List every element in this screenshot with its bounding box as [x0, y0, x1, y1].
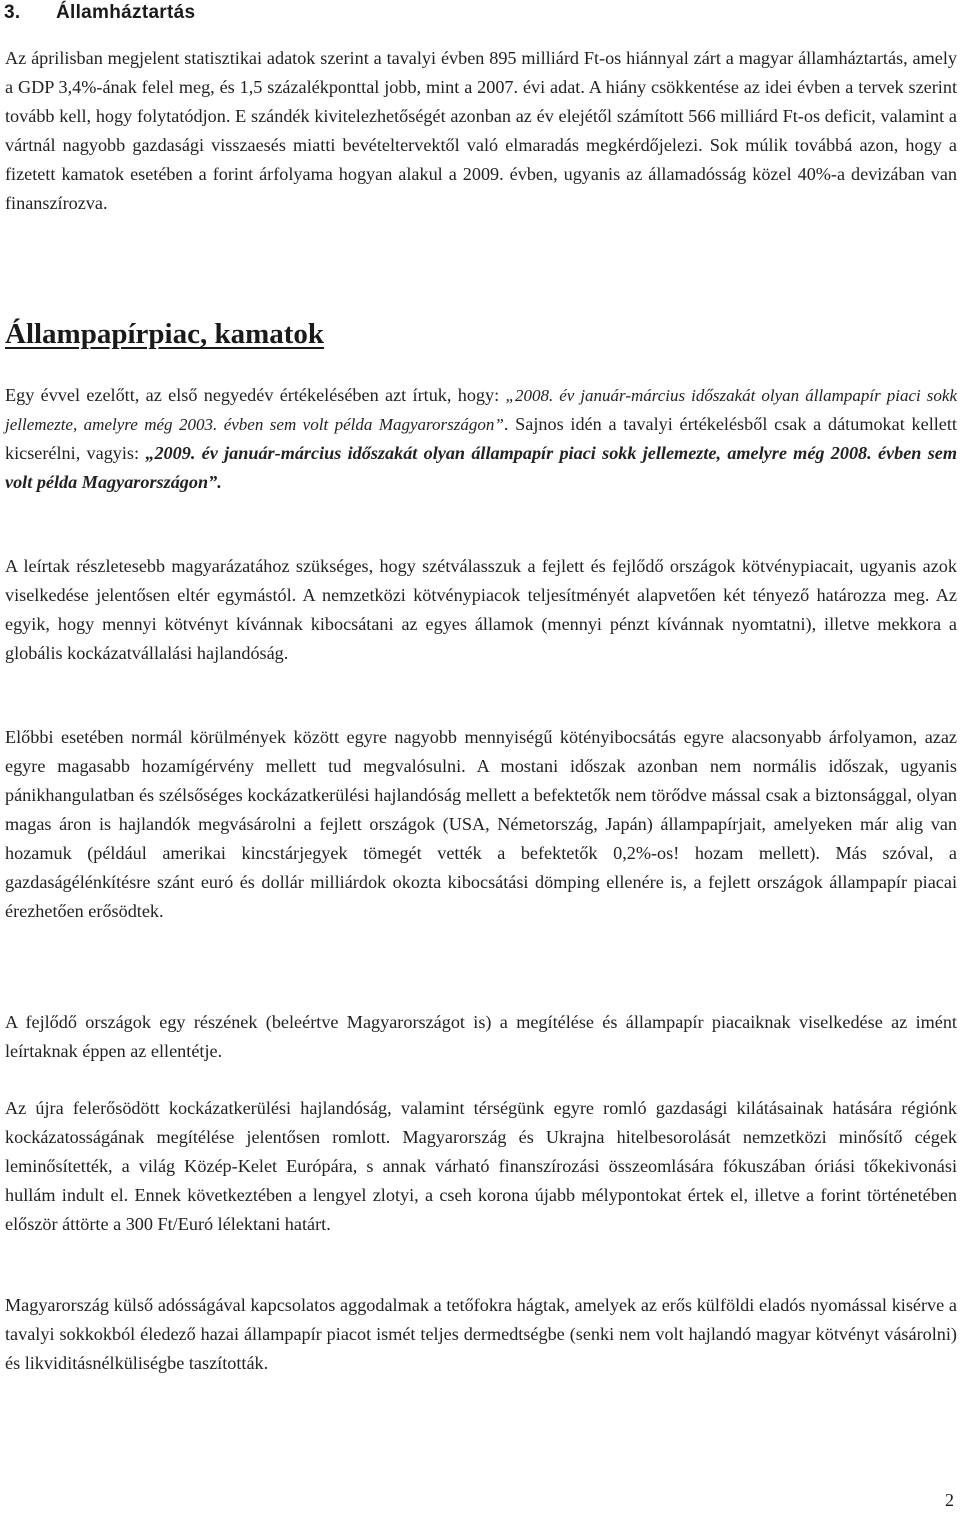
paragraph-2 — [5, 381, 957, 497]
paragraph-6: Az újra felerősödött kockázatkerülési hajlandóság, valamint térségünk egyre romló gazdasági kilátásainak hatására régiónk kockázatosságának megítélése jelentősen romlott. Magyarország és Ukrajna hitelbesorolását nemzetközi minősítő cégek leminősítették, a világ Közép-Kelet Európára, s annak várható finanszírozási összeomlására fókuszában óriási tőkekivonási hullám indult el. Ennek következtében a lengyel zlotyi, a cseh korona újabb mélypontokat értek el, illetve a forint történetében először áttörte a 300 Ft/Euró lélektani határt. — [5, 1098, 957, 1234]
paragraph-7: Magyarország külső adósságával kapcsolatos aggodalmak a tetőfokra hágtak, amelyek az erős külföldi eladós nyomással kisérve a tavalyi sokkokból éledező hazai állampapír piacot ismét teljes dermedtségbe (senki nem volt hajlandó magyar kötvényt vásárolni) és likviditásnélküliségbe taszították. — [5, 1295, 957, 1373]
paragraph-5: A fejlődő országok egy részének (beleértve Magyarországot is) a megítélése és állampapír piacaiknak viselkedése az imént leírtaknak éppen az ellentétje. — [5, 1012, 957, 1061]
section-title-text: Államháztartás — [56, 2, 196, 23]
paragraph-2-intro: Egy évvel ezelőtt, az első negyedév értékelésében azt írtuk, hogy: — [5, 385, 506, 405]
quote-2009: „2009. év január-március időszakát olyan állampapír piaci sokk jellemezte, amelyre még 2008. évben sem volt példa Magyarországon”. — [5, 443, 957, 492]
paragraph-2-middle: . Sajnos idén a tavalyi értékelésből csak a dátumokat kellett kicserélni, vagyis: — [5, 414, 957, 463]
page-number: 2 — [945, 1490, 954, 1510]
subheading: Állampapírpiac, kamatok — [5, 318, 325, 350]
quote-2008: „2008. év január-március időszakát olyan állampapír piaci sokk jellemezte, amelyre még 2003. évben sem volt példa Magyarországon” — [5, 386, 958, 434]
section-number: 3. — [4, 2, 21, 23]
paragraph-3: A leírtak részletesebb magyarázatához szükséges, hogy szétválasszuk a fejlett és fejlődő országok kötvénypiacait, ugyanis azok viselkedése jelentősen eltér egymástól. A nemzetközi kötvénypiacok teljesítményét alapvetően két tényező határozza meg. Az egyik, hogy mennyi kötvényt kívánnak kibocsátani az egyes államok (mennyi pénzt kívánnak nyomtatni), illetve mekkora a globális kockázatvállalási hajlandóság. — [5, 556, 957, 663]
paragraph-4: Előbbi esetében normál körülmények között egyre nagyobb mennyiségű kötényibocsátás egyre alacsonyabb árfolyamon, azaz egyre magasabb hozamígérvény mellett tud megvalósulni. A mostani időszak azonban nem normális időszak, ugyanis pánikhangulatban és szélsőséges kockázatkerülési hajlandóság mellett a befektetők nem törődve mással csak a biztonsággal, olyan magas áron is hajlandók megvásárolni a fejlett országok (USA, Németország, Japán) állampapírjait, amelyeken már alig van hozamuk (például amerikai kincstárjegyek tömegét vették a befektetők 0,2%-os! hozam mellett). Más szóval, a gazdaságélénkítésre szánt euró és dollár milliárdok okozta kibocsátási dömping ellenére is, a fejlett országok állampapír piacai érezhetően erősödtek. — [5, 727, 957, 921]
paragraph-1: Az áprilisban megjelent statisztikai adatok szerint a tavalyi évben 895 milliárd Ft-os hiánnyal zárt a magyar államháztartás, amely a GDP 3,4%-ának felel meg, és 1,5 százalékponttal jobb, mint a 2007. évi adat. A hiány csökkentése az idei évben a tervek szerint tovább kell, hogy folytatódjon. E szándék kivitelezhetőségét azonban az év elejétől számított 566 milliárd Ft-os deficit, valamint a vártnál nagyobb gazdasági visszaesés miatti bevételtervektől való elmaradás megkérdőjelezi. Sok múlik továbbá azon, hogy a fizetett kamatok esetében a forint árfolyama hogyan alakul a 2009. évben, ugyanis az államadósság közel 40%-a devizában van finanszírozva. — [5, 48, 957, 213]
section-title — [4, 2, 195, 24]
